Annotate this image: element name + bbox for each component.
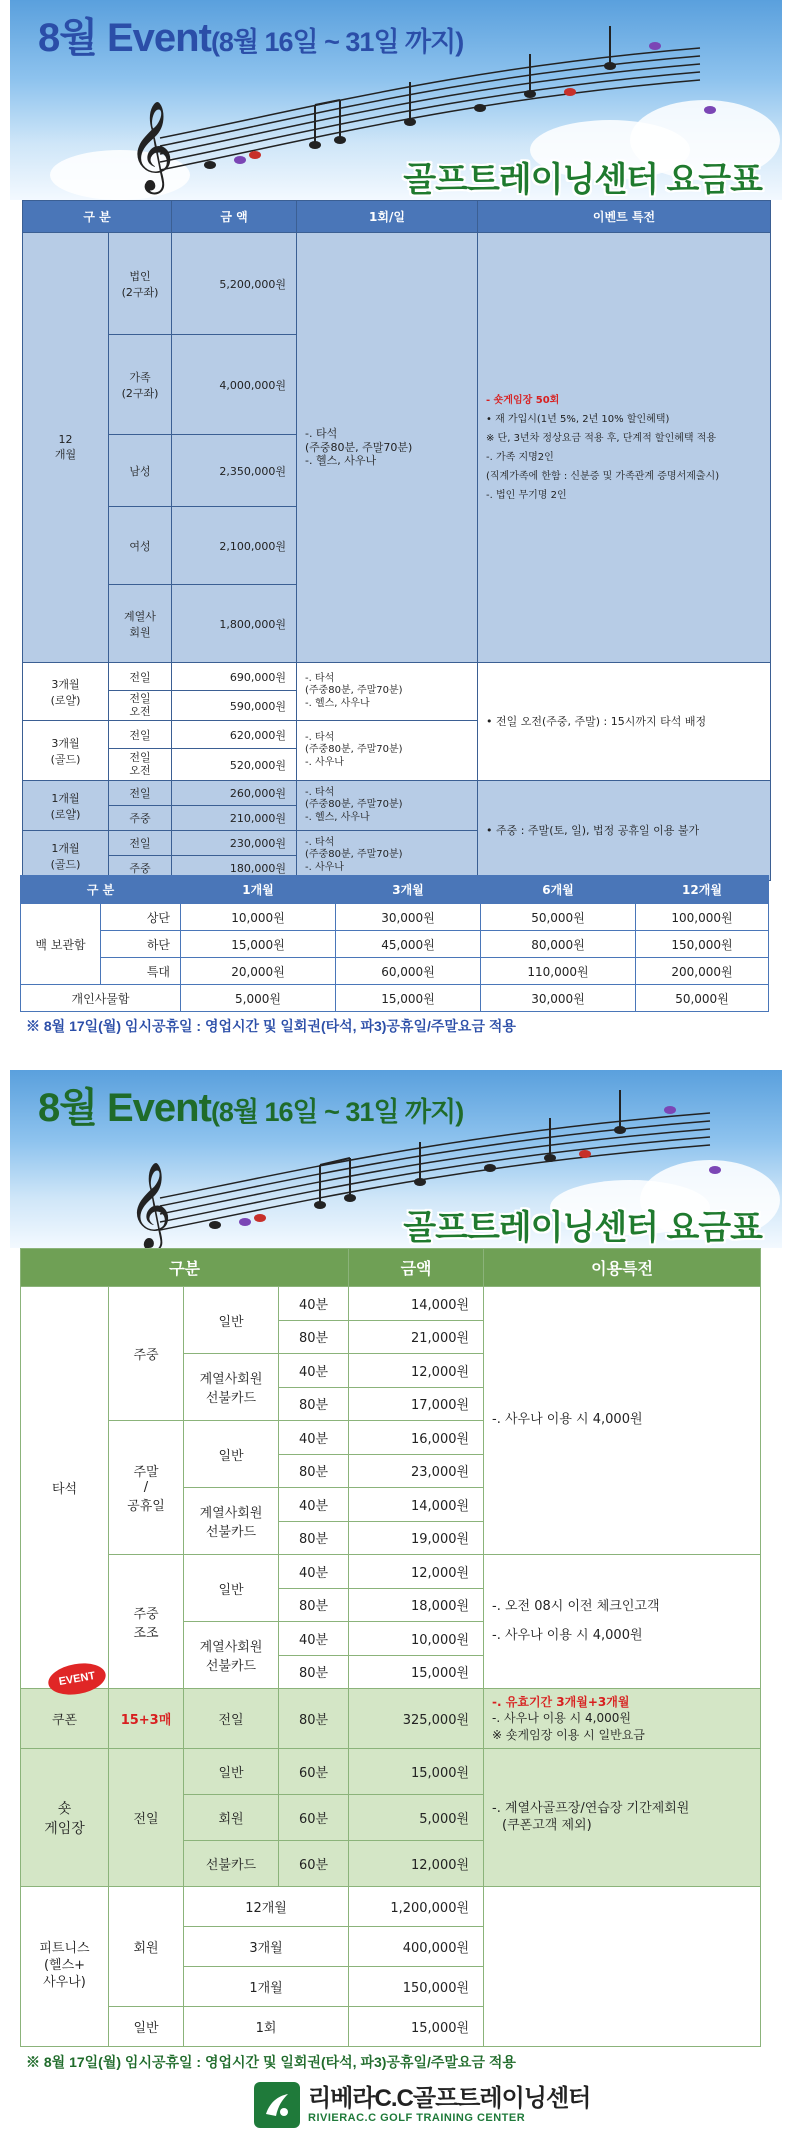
group-label: 선불카드 bbox=[184, 1841, 279, 1887]
fitness-benefit-empty bbox=[484, 1887, 761, 2047]
event-title-2: 8월 Event(8월 16일 ~ 31일 까지) bbox=[38, 1086, 464, 1130]
type-cell: 계열사 회원 bbox=[109, 585, 172, 663]
benefit-line: -. 법인 무기명 2인 bbox=[486, 489, 567, 501]
holiday-note-1: ※ 8월 17일(월) 임시공휴일 : 영업시간 및 일회권(타석, 파3)공휴일/주말요금 적용 bbox=[26, 1018, 516, 1034]
membership-fee-table bbox=[22, 200, 771, 881]
price-cell: 520,000원 bbox=[172, 749, 297, 781]
price-cell: 260,000원 bbox=[172, 781, 297, 806]
holiday-note-2: ※ 8월 17일(월) 임시공휴일 : 영업시간 및 일회권(타석, 파3)공휴일/주말요금 적용 bbox=[26, 2054, 516, 2070]
storage-header: 구 분 bbox=[21, 876, 181, 904]
price-cell: 12,000원 bbox=[349, 1555, 484, 1589]
period-3m-gold: 3개월 (골드) bbox=[23, 721, 109, 781]
header-category: 구분 bbox=[21, 1249, 349, 1287]
header-price: 금 액 bbox=[172, 201, 297, 233]
price-cell: 620,000원 bbox=[172, 721, 297, 749]
group-label: 일반 bbox=[184, 1287, 279, 1354]
time-cell: 80분 bbox=[279, 1689, 349, 1749]
main-title-2: 골프트레이닝센터 요금표 bbox=[403, 1209, 762, 1247]
time-cell: 40분 bbox=[279, 1354, 349, 1388]
tasuk-label: 타석 bbox=[21, 1287, 109, 1689]
time-cell: 80분 bbox=[279, 1320, 349, 1354]
price-cell: 14,000원 bbox=[349, 1287, 484, 1321]
price-cell: 80,000원 bbox=[481, 931, 636, 958]
price-cell: 18,000원 bbox=[349, 1588, 484, 1622]
benefit-line: -. 사우나 이용 시 4,000원 bbox=[492, 1711, 631, 1726]
footer-name: 리베라C.C골프트레이닝센터 bbox=[308, 2085, 591, 2112]
price-cell: 1,200,000원 bbox=[349, 1887, 484, 1927]
bag-storage-label: 백 보관함 bbox=[21, 904, 101, 985]
time-cell: 40분 bbox=[279, 1555, 349, 1589]
price-cell: 400,000원 bbox=[349, 1927, 484, 1967]
price-cell: 180,000원 bbox=[172, 856, 297, 881]
type-cell: 전일 오전 bbox=[109, 749, 172, 781]
benefit-line: • 재 가입시(1년 5%, 2년 10% 할인혜택) bbox=[486, 413, 670, 425]
price-cell: 5,000원 bbox=[349, 1795, 484, 1841]
price-cell: 150,000원 bbox=[349, 1967, 484, 2007]
time-cell: 80분 bbox=[279, 1655, 349, 1689]
price-cell: 10,000원 bbox=[349, 1622, 484, 1656]
time-cell: 40분 bbox=[279, 1488, 349, 1522]
group-label: 일반 bbox=[184, 1555, 279, 1622]
weekday-label: 주중 bbox=[109, 1287, 184, 1421]
price-cell: 50,000원 bbox=[636, 985, 769, 1012]
time-cell: 80분 bbox=[279, 1588, 349, 1622]
price-cell: 5,200,000원 bbox=[172, 233, 297, 335]
type-cell: 전일 bbox=[109, 721, 172, 749]
benefit-line: -. 오전 08시 이전 체크인고객 bbox=[492, 1598, 660, 1614]
usage-1m-gold: -. 타석 (주중80분, 주말70분) -. 사우나 bbox=[297, 831, 478, 881]
time-cell: 60분 bbox=[279, 1841, 349, 1887]
storage-header: 1개월 bbox=[181, 876, 336, 904]
type-cell: 전일 bbox=[109, 781, 172, 806]
golf-logo-icon bbox=[254, 2082, 300, 2128]
type-cell: 특대 bbox=[101, 958, 181, 985]
type-cell: 주중 bbox=[109, 856, 172, 881]
price-cell: 4,000,000원 bbox=[172, 335, 297, 435]
benefit-1m: • 주중 : 주말(토, 일), 법정 공휴일 이용 불가 bbox=[478, 781, 771, 881]
price-cell: 60,000원 bbox=[336, 958, 481, 985]
header-category: 구 분 bbox=[23, 201, 172, 233]
svg-text:𝄞: 𝄞 bbox=[128, 101, 175, 191]
header-benefit: 이벤트 특전 bbox=[478, 201, 771, 233]
storage-fee-table bbox=[20, 875, 769, 1012]
price-cell: 150,000원 bbox=[636, 931, 769, 958]
benefit-line: (쿠폰고객 제외) bbox=[502, 1817, 592, 1833]
svg-text:𝄞: 𝄞 bbox=[128, 1162, 172, 1248]
benefit-line: - 숏게임장 50회 bbox=[486, 394, 560, 406]
tasuk-benefit: -. 사우나 이용 시 4,000원 bbox=[484, 1287, 761, 1555]
coupon-label: 쿠폰 bbox=[21, 1689, 109, 1749]
period-12m: 12 개월 bbox=[23, 233, 109, 663]
price-cell: 5,000원 bbox=[181, 985, 336, 1012]
usage-1m-royal: -. 타석 (주중80분, 주말70분) -. 헬스, 사우나 bbox=[297, 781, 478, 831]
usage-3m-gold: -. 타석 (주중80분, 주말70분) -. 사우나 bbox=[297, 721, 478, 781]
time-cell: 80분 bbox=[279, 1454, 349, 1488]
type-cell: 법인 (2구좌) bbox=[109, 233, 172, 335]
coupon-type: 전일 bbox=[184, 1689, 279, 1749]
price-cell: 200,000원 bbox=[636, 958, 769, 985]
time-cell: 40분 bbox=[279, 1421, 349, 1455]
storage-header: 3개월 bbox=[336, 876, 481, 904]
price-cell: 100,000원 bbox=[636, 904, 769, 931]
header-benefit: 이용특전 bbox=[484, 1249, 761, 1287]
short-game-benefit bbox=[484, 1749, 761, 1887]
price-cell: 690,000원 bbox=[172, 663, 297, 691]
coupon-benefit bbox=[484, 1689, 761, 1749]
benefit-line: -. 사우나 이용 시 4,000원 bbox=[492, 1627, 643, 1643]
price-cell: 16,000원 bbox=[349, 1421, 484, 1455]
group-label: 계열사회원 선불카드 bbox=[184, 1622, 279, 1689]
fitness-member-label: 회원 bbox=[109, 1887, 184, 2007]
fitness-general-label: 일반 bbox=[109, 2007, 184, 2047]
usage-12m: -. 타석 (주중80분, 주말70분) -. 헬스, 사우나 bbox=[297, 233, 478, 663]
fitness-period: 1회 bbox=[184, 2007, 349, 2047]
benefit-line: ※ 단, 3년차 정상요금 적용 후, 단계적 할인혜택 적용 bbox=[486, 432, 717, 444]
time-cell: 80분 bbox=[279, 1521, 349, 1555]
price-cell: 15,000원 bbox=[181, 931, 336, 958]
benefit-line: ※ 숏게임장 이용 시 일반요금 bbox=[492, 1727, 645, 1742]
benefit-3m: • 전일 오전(주중, 주말) : 15시까지 타석 배정 bbox=[478, 663, 771, 781]
main-title-1: 골프트레이닝센터 요금표 bbox=[403, 161, 762, 199]
type-cell: 가족 (2구좌) bbox=[109, 335, 172, 435]
price-cell: 210,000원 bbox=[172, 806, 297, 831]
price-cell: 21,000원 bbox=[349, 1320, 484, 1354]
time-cell: 40분 bbox=[279, 1287, 349, 1321]
group-label: 계열사회원 선불카드 bbox=[184, 1488, 279, 1555]
fitness-label: 피트니스 (헬스+ 사우나) bbox=[21, 1887, 109, 2047]
price-cell: 12,000원 bbox=[349, 1354, 484, 1388]
type-cell: 상단 bbox=[101, 904, 181, 931]
price-cell: 17,000원 bbox=[349, 1387, 484, 1421]
fitness-period: 3개월 bbox=[184, 1927, 349, 1967]
event-title-1: 8월 Event(8월 16일 ~ 31일 까지) bbox=[38, 16, 464, 60]
event-badge: EVENT bbox=[46, 1659, 108, 1699]
type-cell: 전일 오전 bbox=[109, 691, 172, 721]
price-cell: 1,800,000원 bbox=[172, 585, 297, 663]
price-cell: 19,000원 bbox=[349, 1521, 484, 1555]
group-label: 계열사회원 선불카드 bbox=[184, 1354, 279, 1421]
price-cell: 23,000원 bbox=[349, 1454, 484, 1488]
type-cell: 남성 bbox=[109, 435, 172, 507]
price-cell: 2,350,000원 bbox=[172, 435, 297, 507]
coupon-count: 15+3매 bbox=[109, 1689, 184, 1749]
time-cell: 40분 bbox=[279, 1622, 349, 1656]
price-cell: 10,000원 bbox=[181, 904, 336, 931]
group-label: 일반 bbox=[184, 1749, 279, 1795]
period-1m-royal: 1개월 (로얄) bbox=[23, 781, 109, 831]
type-cell: 주중 bbox=[109, 806, 172, 831]
weekend-label: 주말 / 공휴일 bbox=[109, 1421, 184, 1555]
price-cell: 230,000원 bbox=[172, 831, 297, 856]
storage-header: 12개월 bbox=[636, 876, 769, 904]
short-game-type: 전일 bbox=[109, 1749, 184, 1887]
usage-3m-royal: -. 타석 (주중80분, 주말70분) -. 헬스, 사우나 bbox=[297, 663, 478, 721]
benefit-line: -. 가족 지명2인 bbox=[486, 451, 554, 463]
type-cell: 여성 bbox=[109, 507, 172, 585]
price-cell: 15,000원 bbox=[349, 1655, 484, 1689]
price-cell: 14,000원 bbox=[349, 1488, 484, 1522]
early-benefit bbox=[484, 1555, 761, 1689]
header-per-day: 1회/일 bbox=[297, 201, 478, 233]
benefit-line: (직계가족에 한함 : 신분증 및 가족관계 증명서제출시) bbox=[486, 470, 720, 482]
locker-label: 개인사물함 bbox=[21, 985, 181, 1012]
early-label: 주중 조조 bbox=[109, 1555, 184, 1689]
price-cell: 15,000원 bbox=[349, 1749, 484, 1795]
benefit-line: -. 유효기간 3개월+3개월 bbox=[492, 1695, 630, 1710]
price-cell: 590,000원 bbox=[172, 691, 297, 721]
daily-fee-table bbox=[20, 1248, 761, 2047]
footer-sub: RIVIERAC.C GOLF TRAINING CENTER bbox=[308, 2112, 526, 2124]
price-cell: 15,000원 bbox=[349, 2007, 484, 2047]
benefit-line: -. 계열사골프장/연습장 기간제회원 bbox=[492, 1800, 690, 1816]
price-cell: 325,000원 bbox=[349, 1689, 484, 1749]
header-price: 금액 bbox=[349, 1249, 484, 1287]
fitness-period: 1개월 bbox=[184, 1967, 349, 2007]
storage-header: 6개월 bbox=[481, 876, 636, 904]
type-cell: 전일 bbox=[109, 831, 172, 856]
time-cell: 60분 bbox=[279, 1749, 349, 1795]
fitness-period: 12개월 bbox=[184, 1887, 349, 1927]
price-cell: 20,000원 bbox=[181, 958, 336, 985]
period-3m-royal: 3개월 (로얄) bbox=[23, 663, 109, 721]
price-cell: 15,000원 bbox=[336, 985, 481, 1012]
price-cell: 30,000원 bbox=[481, 985, 636, 1012]
price-cell: 2,100,000원 bbox=[172, 507, 297, 585]
banner-1 bbox=[10, 0, 782, 200]
type-cell: 하단 bbox=[101, 931, 181, 958]
type-cell: 전일 bbox=[109, 663, 172, 691]
footer-logo bbox=[254, 2082, 590, 2128]
period-1m-gold: 1개월 (골드) bbox=[23, 831, 109, 881]
time-cell: 60분 bbox=[279, 1795, 349, 1841]
price-cell: 45,000원 bbox=[336, 931, 481, 958]
group-label: 일반 bbox=[184, 1421, 279, 1488]
price-cell: 30,000원 bbox=[336, 904, 481, 931]
price-cell: 50,000원 bbox=[481, 904, 636, 931]
short-game-label: 숏 게임장 bbox=[21, 1749, 109, 1887]
benefit-12m bbox=[478, 233, 771, 663]
table-header bbox=[23, 201, 771, 233]
banner-2 bbox=[10, 1070, 782, 1248]
time-cell: 80분 bbox=[279, 1387, 349, 1421]
group-label: 회원 bbox=[184, 1795, 279, 1841]
price-cell: 12,000원 bbox=[349, 1841, 484, 1887]
price-cell: 110,000원 bbox=[481, 958, 636, 985]
